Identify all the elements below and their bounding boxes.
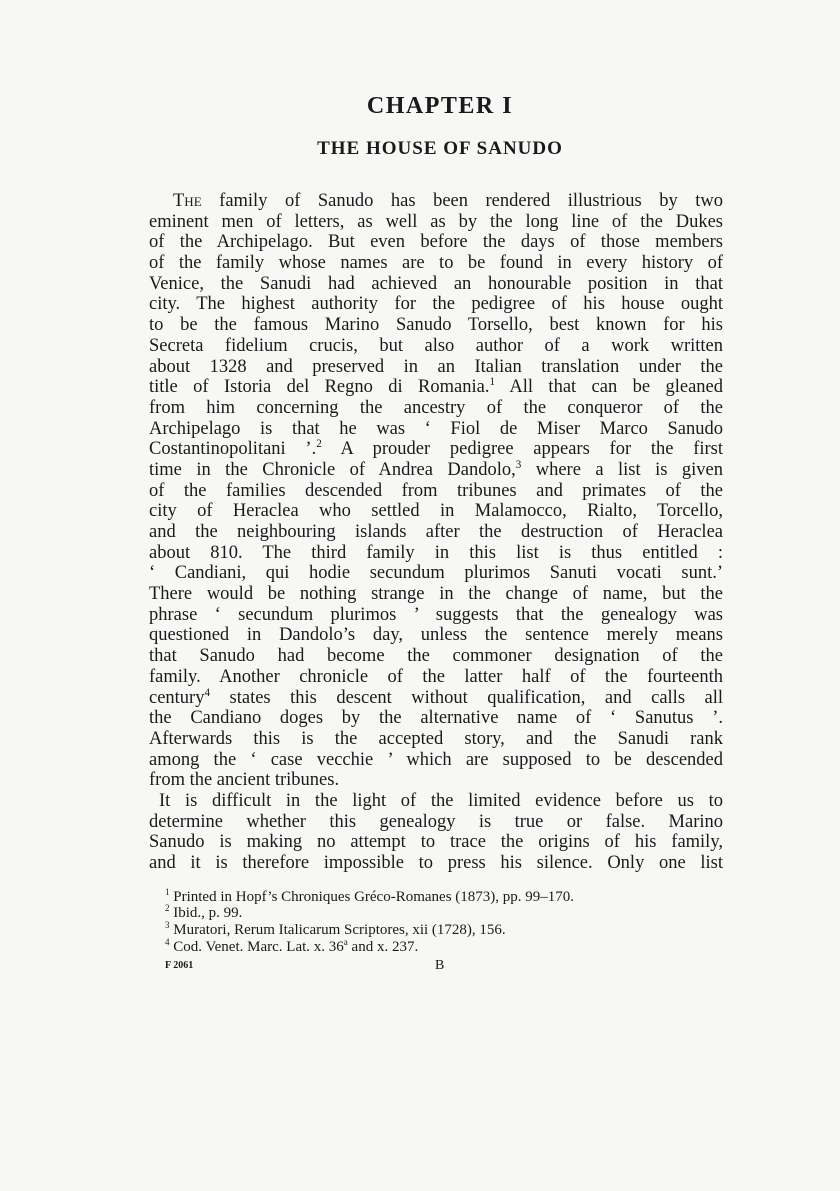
chapter-heading: CHAPTER I bbox=[366, 93, 514, 119]
text-line: to be the famous Marino Sanudo Torsello, best known for his bbox=[149, 315, 723, 336]
footnote: $^3$ Muratori, Rerum Italicarum Scriptores, xii (1728), 156. bbox=[165, 920, 506, 939]
footnote: $^4$ Cod. Venet. Marc. Lat. x. 36$^a$ and x. 237. bbox=[165, 936, 419, 955]
footnote-number: 1 bbox=[165, 886, 170, 897]
text-line: from him concerning the ancestry of the conqueror of the bbox=[149, 397, 723, 418]
text-line: that Sanudo had become the commoner designation of the bbox=[149, 646, 723, 667]
footnote-ref[interactable]: 3 bbox=[515, 458, 522, 471]
text-line: Venice, the Sanudi had achieved an honourable position in that bbox=[149, 273, 723, 294]
signature-letter: B bbox=[435, 957, 445, 973]
text-line: from the ancient tribunes. bbox=[149, 770, 340, 791]
text-line: of the families descended from tribunes and primates of the bbox=[149, 480, 723, 501]
text-line: determine whether this genealogy is true or false. Marino bbox=[149, 811, 723, 832]
text-line: Archipelago is that he was ‘ Fiol de Miser Marco Sanudo bbox=[149, 418, 723, 439]
paragraph-1 bbox=[149, 191, 723, 791]
text-line: Secreta fidelium crucis, but also author of a work written bbox=[149, 335, 723, 356]
text-line: title of Istoria del Regno di Romania.$^1$ All that can be gleaned bbox=[149, 376, 723, 398]
footnote-number: 3 bbox=[165, 920, 170, 931]
footnote-ref[interactable]: 1 bbox=[489, 376, 496, 389]
paragraph-2 bbox=[149, 791, 723, 874]
signature-code: F 2061 bbox=[165, 959, 194, 971]
body-text bbox=[149, 191, 723, 874]
footnotes bbox=[149, 886, 723, 956]
drop-word: The bbox=[173, 191, 202, 211]
text-line: eminent men of letters, as well as by the long line of the Dukes bbox=[149, 211, 723, 232]
text-line: about 1328 and preserved in an Italian translation under the bbox=[149, 356, 723, 377]
text-line: It is difficult in the light of the limited evidence before us to bbox=[159, 790, 723, 811]
footnote: $^1$ Printed in Hopf’s Chroniques Gréco-Romanes (1873), pp. 99–170. bbox=[165, 886, 575, 905]
footnote-number: 2 bbox=[165, 903, 170, 914]
text-line: among the ‘ case vecchie ’ which are supposed to be descended bbox=[149, 749, 723, 770]
text-line: phrase ‘ secundum plurimos ’ suggests that the genealogy was bbox=[149, 604, 723, 625]
text-line: Sanudo is making no attempt to trace the origins of his family, bbox=[149, 832, 723, 853]
footnote-ref[interactable]: 4 bbox=[204, 686, 211, 699]
text-line: city. The highest authority for the pedigree of his house ought bbox=[149, 294, 723, 315]
text-line: of the Archipelago. But even before the days of those members bbox=[149, 232, 723, 253]
text-line: the Candiano doges by the alternative name of ‘ Sanutus ’. bbox=[149, 708, 723, 729]
text-line: Costantinopolitani ’.$^2$ A prouder pedigree appears for the first bbox=[149, 438, 723, 460]
footnote-number: 4 bbox=[165, 936, 170, 947]
text-line: family. Another chronicle of the latter half of the fourteenth bbox=[149, 666, 723, 687]
text-line: questioned in Dandolo’s day, unless the sentence merely means bbox=[149, 625, 723, 646]
text-line: There would be nothing strange in the change of name, but the bbox=[149, 584, 723, 605]
footnote: $^2$ Ibid., p. 99. bbox=[165, 903, 243, 922]
text-line: and the neighbouring islands after the destruction of Heraclea bbox=[149, 522, 723, 542]
text-line: city of Heraclea who settled in Malamocco, Rialto, Torcello, bbox=[149, 501, 723, 522]
text-line: of the family whose names are to be found in every history of bbox=[149, 253, 723, 274]
signature-row bbox=[149, 957, 723, 975]
text-line: The family of Sanudo has been rendered illustrious by two bbox=[173, 191, 723, 211]
text-line: about 810. The third family in this list is thus entitled : bbox=[149, 542, 723, 563]
chapter-title: THE HOUSE OF SANUDO bbox=[317, 138, 563, 159]
footnote-ref[interactable]: 2 bbox=[316, 438, 322, 451]
text-line: time in the Chronicle of Andrea Dandolo,$^3$ where a list is given bbox=[149, 458, 723, 480]
page bbox=[149, 88, 723, 975]
text-line: and it is therefore impossible to press his silence. Only one list bbox=[149, 853, 723, 873]
text-line: Afterwards this is the accepted story, and the Sanudi rank bbox=[149, 728, 723, 749]
text-line: ‘ Candiani, qui hodie secundum plurimos Sanuti vocati sunt.’ bbox=[149, 563, 723, 584]
text-line: century$^4$ states this descent without qualification, and calls all bbox=[149, 686, 723, 708]
